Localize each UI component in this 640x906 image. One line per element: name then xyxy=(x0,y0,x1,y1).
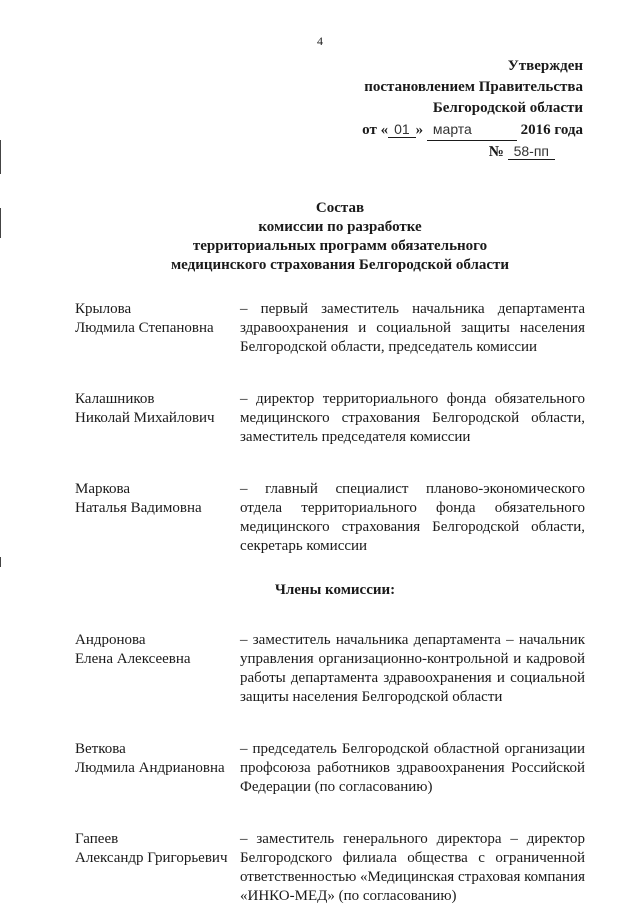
document-title xyxy=(0,199,640,275)
member-name: Калашников Николай Михайлович xyxy=(75,391,215,426)
approval-date-year: 2016 года xyxy=(520,122,583,138)
member-role: – первый заместитель начальника департамента здравоохранения и социальной защиты населения Белгородской области, председатель комиссии xyxy=(240,301,585,355)
approval-stamp xyxy=(362,56,583,163)
approval-number: № 58-пп xyxy=(362,141,583,163)
list-item xyxy=(75,740,585,797)
approval-line: постановлением Правительства xyxy=(364,79,583,95)
member-name: Маркова Наталья Вадимовна xyxy=(75,481,202,516)
list-item xyxy=(75,480,585,556)
page-number: 4 xyxy=(317,34,323,48)
list-item xyxy=(75,830,585,906)
member-name: Веткова Людмила Андриановна xyxy=(75,741,225,776)
member-role: – председатель Белгородской областной организации профсоюза работников здравоохранения Российской Федерации (по согласованию) xyxy=(240,741,585,795)
scan-edge-mark xyxy=(0,557,1,567)
member-role: – заместитель начальника департамента – начальник управления организационно-контрольной и кадровой работы департамента здравоохранения и социальной защиты населения Белгородской области xyxy=(240,632,585,705)
approval-date-day: 01 xyxy=(388,121,416,138)
member-name: Андронова Елена Алексеевна xyxy=(75,632,191,667)
approval-number-value: 58-пп xyxy=(508,143,555,160)
list-item xyxy=(75,390,585,447)
members-heading: Члены комиссии: xyxy=(274,582,396,598)
list-item xyxy=(75,631,585,707)
member-role: – директор территориального фонда обязательного медицинского страхования Белгородской области, заместитель председателя комиссии xyxy=(240,391,585,445)
title-line: медицинского страхования Белгородской области xyxy=(170,257,510,273)
member-role: – главный специалист планово-экономического отдела территориального фонда обязательного медицинского страхования Белгородской области, секретарь комиссии xyxy=(240,481,585,554)
approval-date: от « 01 » марта 2016 года xyxy=(362,119,583,141)
member-name: Крылова Людмила Степановна xyxy=(75,301,214,336)
member-role: – заместитель генерального директора – директор Белгородского филиала общества с ограниченной ответственностью «Медицинская страховая компания «ИНКО-МЕД» (по согласованию) xyxy=(240,831,585,904)
scan-edge-mark xyxy=(0,140,1,174)
title-line: территориальных программ обязательного xyxy=(192,238,488,254)
approval-line: Белгородской области xyxy=(432,100,583,116)
title-line: Состав xyxy=(315,200,365,216)
approval-line: Утвержден xyxy=(507,58,583,74)
list-item xyxy=(75,300,585,357)
commission-list xyxy=(75,300,585,906)
approval-date-month: марта xyxy=(427,119,517,141)
member-name: Гапеев Александр Григорьевич xyxy=(75,831,228,866)
title-line: комиссии по разработке xyxy=(258,219,422,235)
